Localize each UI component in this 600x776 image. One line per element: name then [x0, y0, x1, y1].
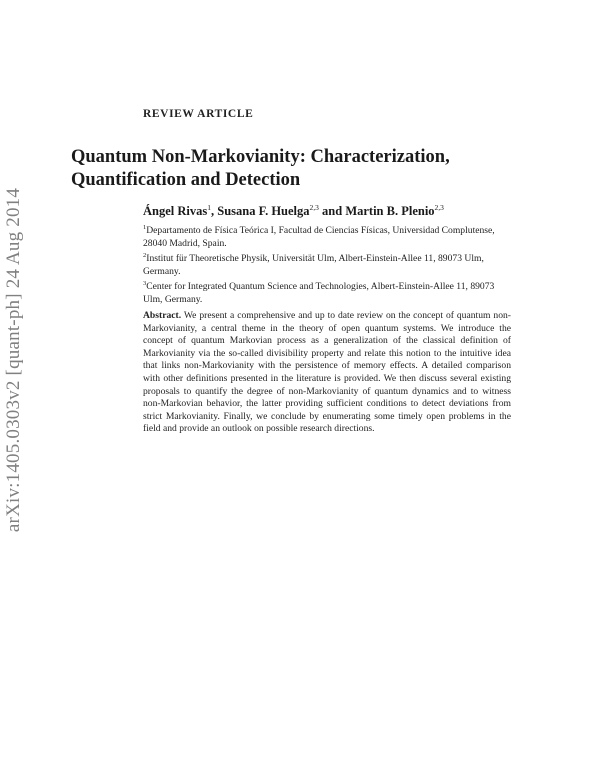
arxiv-identifier-stamp: arXiv:1405.0303v2 [quant-ph] 24 Aug 2014: [3, 187, 24, 533]
author-name: Susana F. Huelga: [217, 204, 310, 219]
author-name: Martin B. Plenio: [345, 204, 435, 219]
affiliation-item: [143, 222, 513, 250]
affiliation-text: Departamento de Física Teórica I, Facultad de Ciencias Físicas, Universidad Complutense, 28040 Madrid, Spain.: [143, 225, 495, 249]
affiliation-item: [143, 278, 513, 306]
affiliation-text: Center for Integrated Quantum Science and Technologies, Albert-Einstein-Allee 11, 89073 Ulm, Germany.: [143, 281, 495, 306]
paper-title: [71, 146, 521, 192]
affiliation-mark: 1: [143, 224, 147, 231]
affiliation-mark: 3: [143, 280, 147, 288]
author-separator-comma: ,: [211, 204, 215, 219]
author-affiliation-mark: 1: [207, 203, 211, 212]
author-affiliation-mark: 2,3: [309, 203, 319, 212]
paper-title-line-2: Quantification and Detection: [71, 170, 301, 190]
author-affiliation-mark: 2,3: [434, 203, 444, 212]
author-list: [143, 203, 444, 219]
affiliation-mark: 2: [143, 252, 147, 260]
author-name: Ángel Rivas: [143, 204, 208, 219]
abstract-body: We present a comprehensive and up to date review on the concept of quantum non-Markovianity, a central theme in the theory of open quantum systems. We introduce the concept of quantum Markovian process as a generalization of the classical definition of Markovianity via the so-called divisibility property and relate this notion to the intuitive idea that links non-Markovianity with the persistence of memory effects. A detailed comparison with other definitions presented in the literature is provided. We then discuss several existing proposals to quantify the degree of non-Markovianity of quantum dynamics and to witness non-Markovian behavior, the latter providing sufficient conditions to detect deviations from strict Markovianity. Finally, we conclude by enumerating some timely open problems in the field and provide an outlook on possible research directions.: [143, 310, 511, 435]
paper-title-line-1: Quantum Non-Markovianity: Characterization,: [71, 147, 450, 167]
affiliation-list: [143, 222, 513, 307]
affiliation-item: [143, 250, 513, 278]
author-separator-and: and: [322, 204, 343, 219]
affiliation-text: Institut für Theoretische Physik, Universität Ulm, Albert-Einstein-Allee 11, 89073 Ulm, Germany.: [143, 253, 484, 277]
article-type-label: REVIEW ARTICLE: [143, 108, 254, 120]
abstract-label: Abstract.: [143, 310, 182, 321]
abstract: [143, 310, 511, 436]
